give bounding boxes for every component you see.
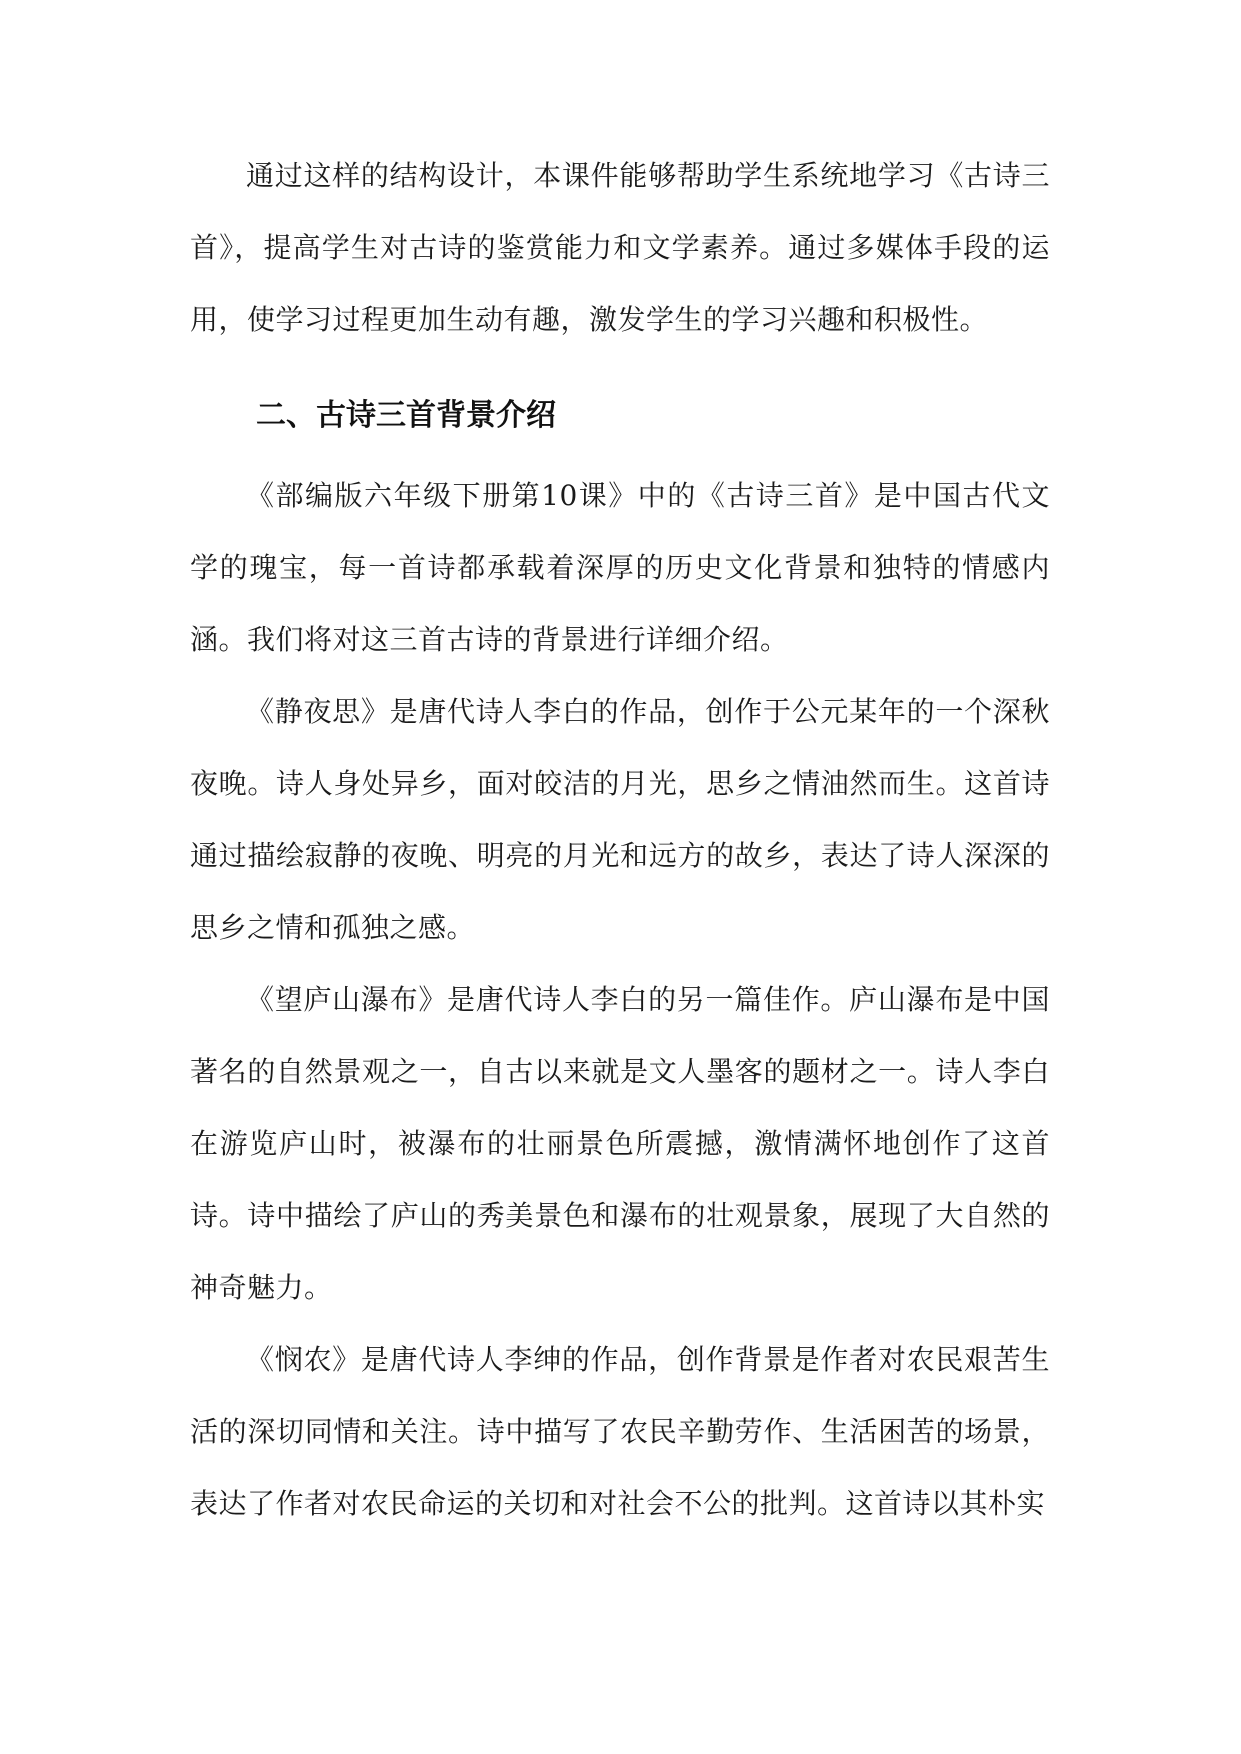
section-heading: 二、古诗三首背景介绍 [256, 398, 556, 433]
paragraph-minnong: 《悯农》是唐代诗人李绅的作品，创作背景是作者对农民艰苦生活的深切同情和关注。诗中描写了农民辛勤劳作、生活困苦的场景，表达了作者对农民命运的关切和对社会不公的批判。这首诗以其朴实 [190, 1343, 1050, 1520]
intro-paragraph: 通过这样的结构设计，本课件能够帮助学生系统地学习《古诗三首》，提高学生对古诗的鉴赏能力和文学素养。通过多媒体手段的运用，使学习过程更加生动有趣，激发学生的学习兴趣和积极性。 [190, 159, 1050, 336]
paragraph-wanglushan-pubu: 《望庐山瀑布》是唐代诗人李白的另一篇佳作。庐山瀑布是中国著名的自然景观之一，自古以来就是文人墨客的题材之一。诗人李白在游览庐山时，被瀑布的壮丽景色所震撼，激情满怀地创作了这首诗。诗中描绘了庐山的秀美景色和瀑布的壮观景象，展现了大自然的神奇魅力。 [190, 983, 1050, 1304]
paragraph-textbook-intro: 《部编版六年级下册第10课》中的《古诗三首》是中国古代文学的瑰宝，每一首诗都承载着深厚的历史文化背景和独特的情感内涵。我们将对这三首古诗的背景进行详细介绍。 [190, 479, 1050, 656]
document-body [190, 140, 1050, 1540]
paragraph-jingyesi: 《静夜思》是唐代诗人李白的作品，创作于公元某年的一个深秋夜晚。诗人身处异乡，面对皎洁的月光，思乡之情油然而生。这首诗通过描绘寂静的夜晚、明亮的月光和远方的故乡，表达了诗人深深的思乡之情和孤独之感。 [190, 695, 1050, 944]
